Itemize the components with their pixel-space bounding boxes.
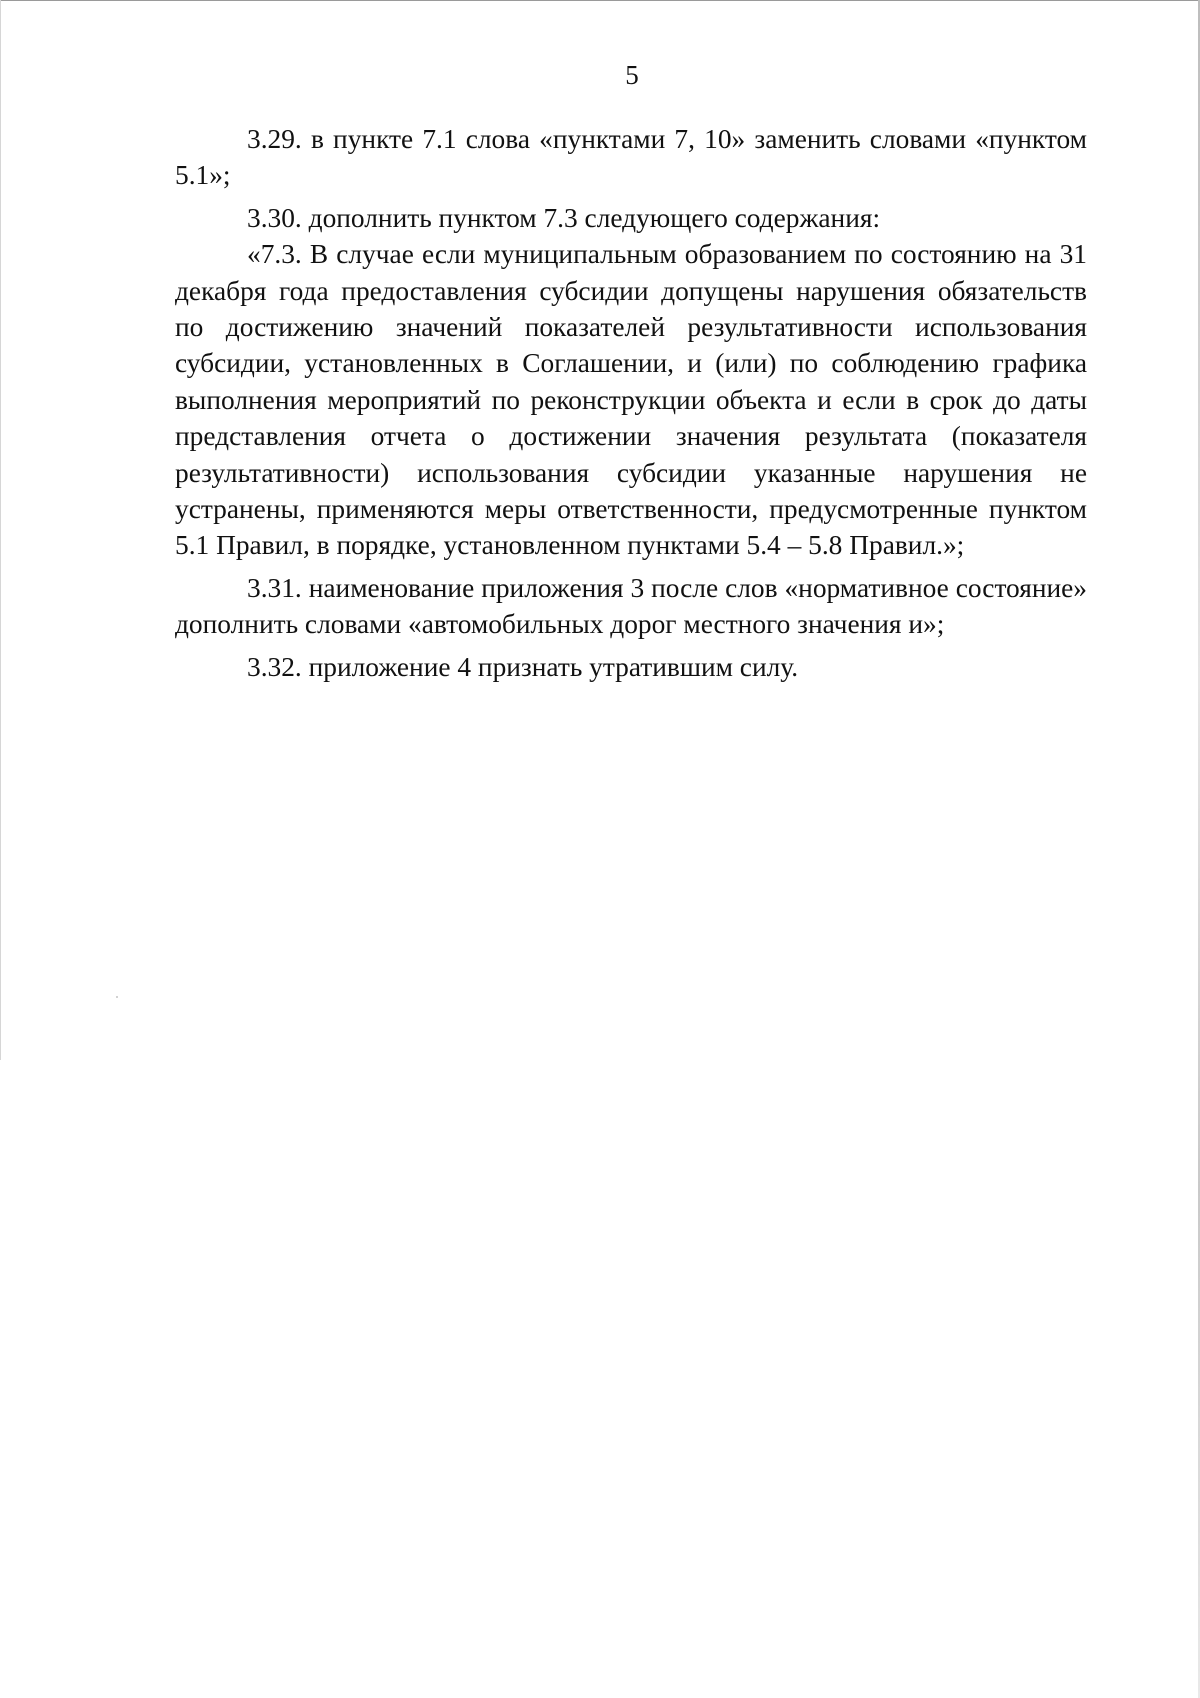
paragraph-3-30: 3.30. дополнить пунктом 7.3 следующего содержания:	[247, 202, 881, 233]
paragraph-3-31: 3.31. наименование приложения 3 после слов «нормативное состояние» дополнить словами «автомобильных дорог местного значения и»;	[175, 572, 1087, 640]
scan-edge-top	[0, 0, 1200, 1]
page-number: 5	[625, 60, 639, 90]
scan-edge-left	[0, 0, 1, 1060]
document-body	[175, 121, 1087, 685]
scan-speck	[116, 996, 118, 998]
paragraph-3-32: 3.32. приложение 4 признать утратившим силу.	[247, 651, 799, 682]
paragraph-7-3-quote: «7.3. В случае если муниципальным образованием по состоянию на 31 декабря года предоставления субсидии допущены нарушения обязательств по достижению значений показателей результативности использования субсидии, установленных в Соглашении, и (или) по соблюдению графика выполнения мероприятий по реконструкции объекта и если в срок до даты представления отчета о достижении значения результата (показателя результативности) использования субсидии указанные нарушения не устранены, применяются меры ответственности, предусмотренные пунктом 5.1 Правил, в порядке, установленном пунктами 5.4 – 5.8 Правил.»;	[175, 239, 1087, 561]
paragraph-3-29: 3.29. в пункте 7.1 слова «пунктами 7, 10» заменить словами «пунктом 5.1»;	[175, 124, 1087, 191]
